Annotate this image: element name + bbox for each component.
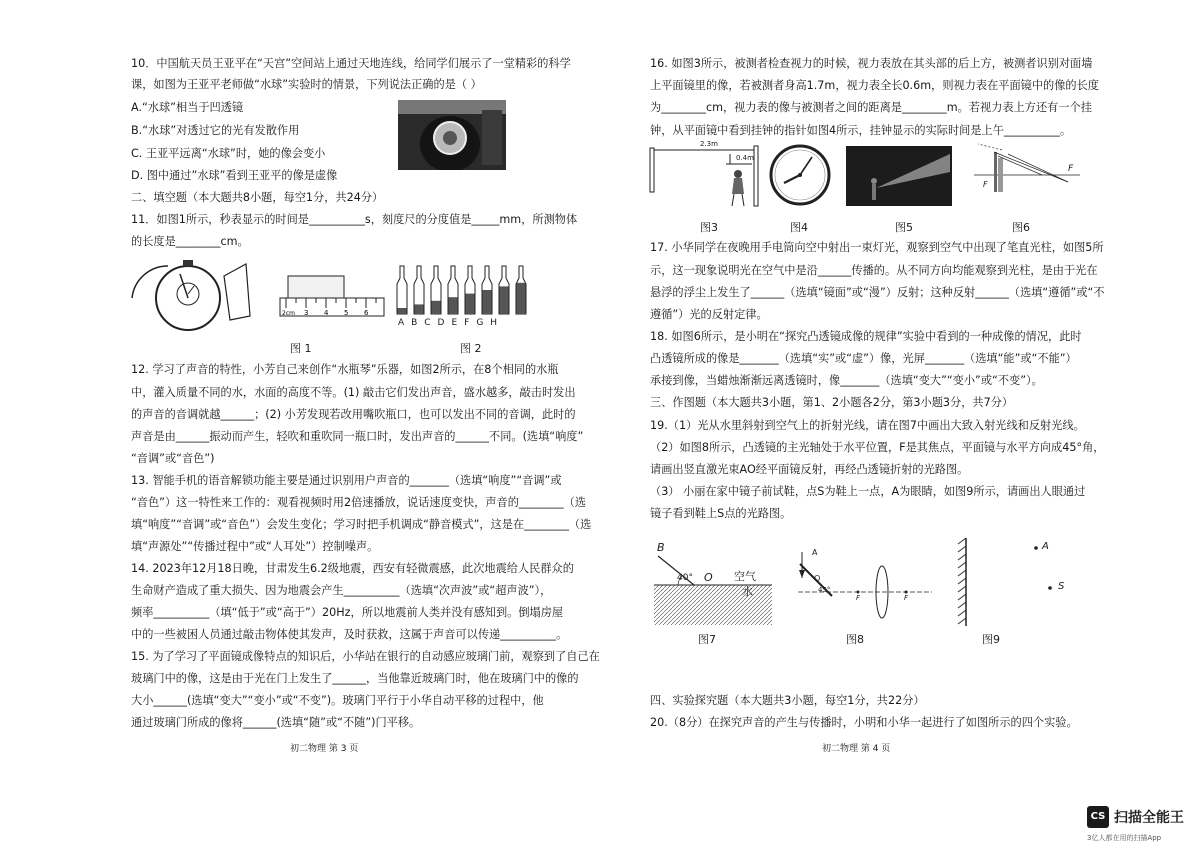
q13-line3: 填“响度”“音调”或“音色”）会发生变化；学习时把手机调成“静音模式”，这是在________（选 bbox=[131, 518, 592, 531]
q13-line1: 13. 智能手机的语音解锁功能主要是通过识别用户声音的_______（选填“响度”“音调”或 bbox=[131, 474, 562, 487]
fig9-label-s: S bbox=[1058, 581, 1065, 592]
watermark-subtitle: 3亿人都在用的扫描App bbox=[1087, 834, 1162, 842]
q10-line2: 课，如图为王亚平老师做“水球”实验时的情景，下列说法正确的是（ ） bbox=[131, 78, 482, 91]
section3-heading: 三、作图题（本大题共3小题，第1、2小题各2分，第3小题3分，共7分） bbox=[650, 396, 1014, 409]
fig7-label-air: 空气 bbox=[734, 570, 756, 583]
stopwatch-icon bbox=[132, 260, 250, 330]
bottle-labels bbox=[398, 316, 504, 331]
section4-heading: 四、实验探究题（本大题共3小题，每空1分，共22分） bbox=[650, 694, 925, 707]
fig8-label-o: O bbox=[814, 574, 821, 583]
fig3-width-label: 2.3m bbox=[700, 140, 718, 148]
q19-part2-line1: （2）如图8所示，凸透镜的主光轴处于水平位置，F是其焦点，平面镜与水平方向成45°角， bbox=[650, 441, 1105, 454]
bottle-label: H bbox=[490, 318, 505, 328]
q12-line1: 12. 学习了声音的特性，小芳自己来创作“水瓶琴”乐器，如图2所示，在8个相同的水瓶 bbox=[131, 363, 559, 376]
q19-part1: 19.（1）光从水里斜射到空气上的折射光线，请在图7中画出大致入射光线和反射光线。 bbox=[650, 419, 1085, 432]
q18-line1: 18. 如图6所示，是小明在“探究凸透镜成像的规律”实验中看到的一种成像的情况，此时 bbox=[650, 330, 1082, 343]
fig1-caption: 图 1 bbox=[290, 342, 312, 355]
q12-line2: 中，灌入质量不同的水，水面的高度不等。(1) 敲击它们发出声音，盛水越多，敲击时发出 bbox=[131, 386, 576, 399]
water-ball-photo bbox=[398, 100, 506, 170]
fig7-caption: 图7 bbox=[698, 633, 716, 646]
bottle-water bbox=[517, 283, 526, 314]
bottle-water bbox=[398, 308, 407, 314]
q14-line1: 14. 2023年12月18日晚，甘肃发生6.2级地震，西安有轻微震感，此次地震给人民群众的 bbox=[131, 562, 574, 575]
q10-line1: 10．中国航天员王亚平在“天宫”空间站上通过天地连线，给同学们展示了一堂精彩的科学 bbox=[131, 57, 571, 70]
q10-option-c: C. 王亚平远离“水球”时，她的像会变小 bbox=[131, 147, 326, 160]
bottle-label: A bbox=[398, 318, 412, 328]
q19-part3-line1: （3） 小丽在家中镜子前试鞋，点S为鞋上一点，A为眼睛，如图9所示，请画出人眼通过 bbox=[650, 485, 1086, 498]
fig4-caption: 图4 bbox=[790, 221, 808, 234]
ruler-tick-label: 2cm bbox=[282, 310, 295, 317]
q12-line4: 声音是由______振动而产生，轻吹和重吹同一瓶口时，发出声音的______不同。(选填“响度” bbox=[131, 430, 584, 443]
ruler-tick-label: 3 bbox=[304, 309, 309, 317]
clock-icon bbox=[768, 143, 832, 207]
fig7-label-angle: 40° bbox=[677, 573, 693, 583]
q16-line2: 上平面镜里的像，若被测者身高1.7m，视力表全长0.6m，则视力表在平面镜中的像的长度 bbox=[650, 79, 1099, 92]
fig8-label-angle: 45° bbox=[818, 586, 831, 594]
q10-option-b: B.“水球”对透过它的光有发散作用 bbox=[131, 124, 300, 137]
q15-line1: 15. 为了学习了平面镜成像特点的知识后，小华站在银行的自动感应玻璃门前，观察到了自己在 bbox=[131, 650, 600, 663]
q18-line3: 承接到像，当蜡烛渐渐远离透镜时，像_______（选填“变大”“变小”或“不变”）。 bbox=[650, 374, 1043, 387]
fig7-label-water: 水 bbox=[742, 585, 753, 598]
bottle-label: F bbox=[464, 318, 477, 328]
q19-part3-line2: 镜子看到鞋上S点的光路图。 bbox=[650, 507, 792, 520]
bottle-label: B bbox=[411, 318, 425, 328]
bottle-label: C bbox=[424, 318, 438, 328]
q15-line4: 通过玻璃门所成的像将______(选填“随”或“不随”)门平移。 bbox=[131, 716, 421, 729]
q12-line5: “音调”或“音色”) bbox=[131, 452, 215, 465]
fig5-caption: 图5 bbox=[895, 221, 913, 234]
q16-line1: 16. 如图3所示，被测者检查视力的时候，视力表放在其头部的后上方，被测者识别对面墙 bbox=[650, 57, 1093, 70]
q11-line1: 11．如图1所示，秒表显示的时间是__________s，刻度尺的分度值是_____mm，所测物体 bbox=[131, 213, 578, 226]
q14-line4: 中的一些被困人员通过敲击物体使其发声，及时获救，这属于声音可以传递__________。 bbox=[131, 628, 568, 641]
watermark-title: 扫描全能王 bbox=[1114, 810, 1184, 826]
q10-option-d: D. 图中通过”水球”看到王亚平的像是虚像 bbox=[131, 169, 338, 182]
fig8-caption: 图8 bbox=[846, 633, 864, 646]
page-footer-left: 初二物理 第 3 页 bbox=[290, 744, 359, 754]
bottle bbox=[397, 266, 407, 314]
q17-line4: 遵循”）光的反射定律。 bbox=[650, 308, 768, 321]
bottle-water bbox=[432, 301, 441, 314]
q13-line4: 填“声源处”“传播过程中”或“人耳处”）控制噪声。 bbox=[131, 540, 379, 553]
fig8-label-f-left: F bbox=[856, 594, 861, 602]
figure-7 bbox=[652, 540, 774, 630]
fig3-height-label: 0.4m bbox=[736, 154, 754, 162]
figure-5 bbox=[846, 146, 952, 206]
fig6-caption: 图6 bbox=[1012, 221, 1030, 234]
q14-line3: 频率__________（填“低于”或“高于”）20Hz，所以地震前人类并没有感知到。倒塌房屋 bbox=[131, 606, 564, 619]
fig8-label-a: A bbox=[812, 548, 818, 557]
ruler-tick-label: 5 bbox=[344, 309, 349, 317]
camscanner-watermark bbox=[1087, 806, 1197, 846]
q14-line2: 生命财产造成了重大损失、因为地震会产生__________（选填“次声波”或“超声波”）， bbox=[131, 584, 552, 597]
q11-line2: 的长度是________cm。 bbox=[131, 235, 249, 248]
figure-1 bbox=[128, 258, 390, 338]
q17-line3: 悬浮的浮尘上发生了______（选填“镜面”或“漫”）反射；这种反射______（选填“遵循”或“不 bbox=[650, 286, 1105, 299]
q16-line3: 为________cm，视力表的像与被测者之间的距离是________m。若视力表上方还有一个挂 bbox=[650, 101, 1092, 114]
fig8-label-f-right: F bbox=[904, 594, 909, 602]
fig3-caption: 图3 bbox=[700, 221, 718, 234]
fig2-caption: 图 2 bbox=[460, 342, 482, 355]
q20-line1: 20.（8分）在探究声音的产生与传播时，小明和小华一起进行了如图所示的四个实验。 bbox=[650, 716, 1078, 729]
q17-line2: 示，这一现象说明光在空气中是沿______传播的。从不同方向均能观察到光柱，是由于光在 bbox=[650, 264, 1098, 277]
figure-6 bbox=[972, 142, 1082, 208]
bottle-water bbox=[415, 304, 424, 314]
figure-4 bbox=[768, 143, 832, 207]
fig9-caption: 图9 bbox=[982, 633, 1000, 646]
fig6-label-f-right: F bbox=[1068, 164, 1074, 174]
q13-line2: “音色”）这一特性来工作的：观看视频时用2倍速播放，说话速度变快，声音的________（选 bbox=[131, 496, 587, 509]
bottle-water bbox=[449, 297, 458, 314]
fig9-label-a: A bbox=[1042, 541, 1049, 552]
ruler-tick-label: 6 bbox=[364, 309, 369, 317]
fig7-label-o: O bbox=[704, 571, 713, 584]
bottle-label: E bbox=[451, 318, 465, 328]
q15-line3: 大小______(选填“变大”“变小”或“不变”)。玻璃门平行于小华自动平移的过程中，他 bbox=[131, 694, 544, 707]
camscanner-logo-icon: CS bbox=[1087, 806, 1109, 828]
q15-line2: 玻璃门中的像，这是由于光在门上发生了______，当他靠近玻璃门时，他在玻璃门中的像的 bbox=[131, 672, 579, 685]
q16-line4: 钟，从平面镜中看到挂钟的指针如图4所示，挂钟显示的实际时间是上午__________。 bbox=[650, 124, 1072, 137]
bottle-water bbox=[500, 286, 509, 314]
q10-option-a: A.“水球”相当于凹透镜 bbox=[131, 101, 244, 114]
bottle-water bbox=[483, 290, 492, 314]
ruler-tick-label: 4 bbox=[324, 309, 329, 317]
water-bottles-icon bbox=[397, 266, 526, 314]
section2-heading: 二、填空题（本大题共8小题，每空1分，共24分） bbox=[131, 191, 384, 204]
q12-line3: 的声音的音调就越______；(2) 小芳发现若改用嘴吹瓶口，也可以发出不同的音调，此时的 bbox=[131, 408, 576, 421]
q19-part2-line2: 请画出竖直激光束AO经平面镜反射，再经凸透镜折射的光路图。 bbox=[650, 463, 969, 476]
page-footer-right: 初二物理 第 4 页 bbox=[822, 744, 891, 754]
bottle-water bbox=[466, 294, 475, 314]
fig6-label-f-left: F bbox=[983, 180, 988, 189]
right-page bbox=[600, 0, 1200, 848]
bottle-label: G bbox=[476, 318, 491, 328]
figure-3 bbox=[648, 140, 763, 212]
fig7-label-b: B bbox=[657, 541, 665, 554]
q17-line1: 17. 小华同学在夜晚用手电筒向空中射出一束灯光，观察到空气中出现了笔直光柱，如图5所 bbox=[650, 241, 1104, 254]
bottle-label: D bbox=[437, 318, 452, 328]
q18-line2: 凸透镜所成的像是_______（选填“实”或“虚”）像，光屏_______（选填“能”或“不能”） bbox=[650, 352, 1077, 365]
